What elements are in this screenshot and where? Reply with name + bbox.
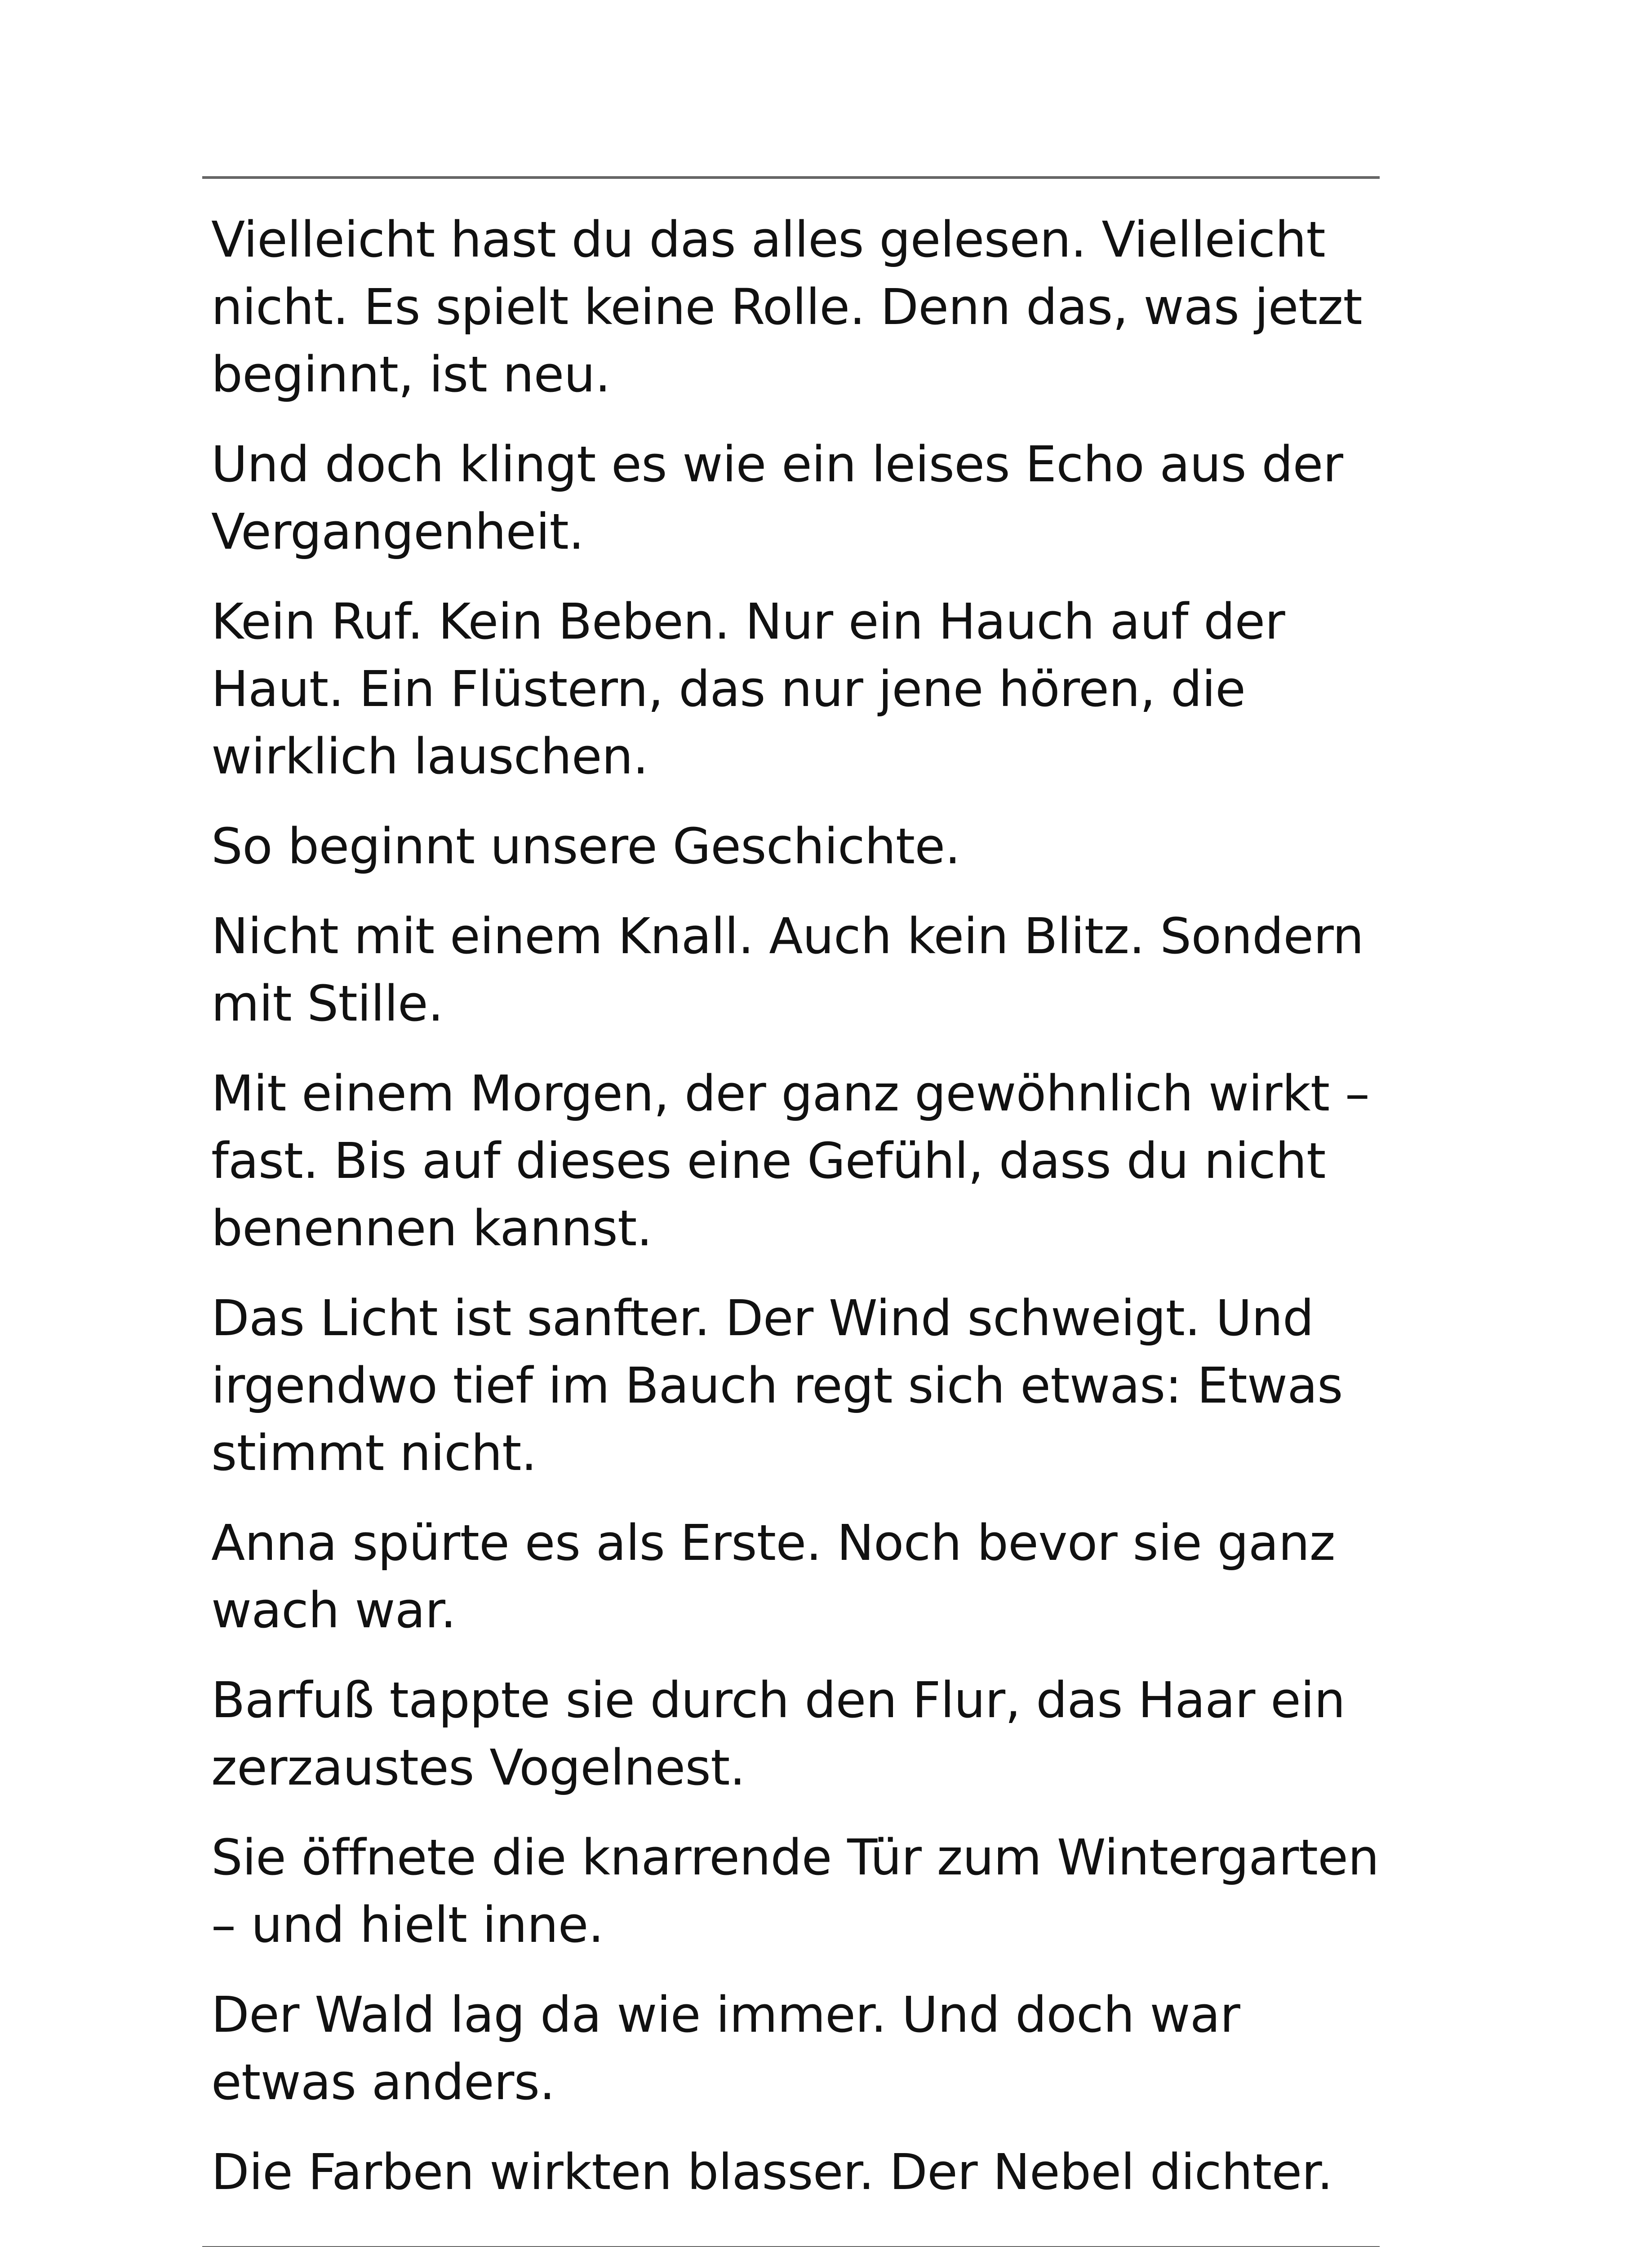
text-line: Die Farben wirkten blasser. Der Nebel dichter. — [211, 2143, 1333, 2201]
text-line: Kein Ruf. Kein Beben. Nur ein Hauch auf der — [211, 593, 1285, 650]
paragraph-4 — [211, 813, 1380, 880]
paragraph-10 — [211, 1824, 1380, 1958]
text-line: – und hielt inne. — [211, 1896, 604, 1954]
text-line: wirklich lauschen. — [211, 728, 648, 785]
paragraph-1 — [211, 206, 1380, 408]
text-line: So beginnt unsere Geschichte. — [211, 817, 960, 875]
text-line: Das Licht ist sanfter. Der Wind schweigt. Und — [211, 1289, 1314, 1347]
paragraph-2 — [211, 431, 1380, 565]
text-line: stimmt nicht. — [211, 1424, 537, 1482]
text-line: Vielleicht hast du das alles gelesen. Vielleicht — [211, 211, 1326, 268]
body-text — [211, 206, 1380, 2228]
top-rule — [202, 176, 1380, 179]
text-line: mit Stille. — [211, 975, 444, 1032]
text-line: Nicht mit einem Knall. Auch kein Blitz. Sondern — [211, 907, 1364, 965]
paragraph-11 — [211, 1981, 1380, 2116]
paragraph-12 — [211, 2138, 1380, 2206]
text-line: nicht. Es spielt keine Rolle. Denn das, was jetzt — [211, 278, 1362, 336]
paragraph-7 — [211, 1284, 1380, 1487]
text-line: etwas anders. — [211, 2053, 555, 2111]
text-line: Anna spürte es als Erste. Noch bevor sie ganz — [211, 1514, 1335, 1572]
text-line: wach war. — [211, 1581, 456, 1639]
text-line: Und doch klingt es wie ein leises Echo aus der — [211, 435, 1343, 493]
text-line: Barfuß tappte sie durch den Flur, das Haar ein — [211, 1671, 1346, 1729]
text-line: beginnt, ist neu. — [211, 346, 611, 403]
text-line: irgendwo tief im Bauch regt sich etwas: Etwas — [211, 1357, 1343, 1414]
text-line: fast. Bis auf dieses eine Gefühl, dass du nicht — [211, 1132, 1326, 1190]
text-line: Haut. Ein Flüstern, das nur jene hören, die — [211, 660, 1246, 718]
paragraph-6 — [211, 1060, 1380, 1262]
paragraph-3 — [211, 588, 1380, 790]
text-line: benennen kannst. — [211, 1199, 653, 1257]
text-line: Mit einem Morgen, der ganz gewöhnlich wirkt – — [211, 1065, 1370, 1122]
text-line: Der Wald lag da wie immer. Und doch war — [211, 1986, 1240, 2043]
paragraph-5 — [211, 902, 1380, 1037]
paragraph-8 — [211, 1509, 1380, 1644]
text-line: zerzaustes Vogelnest. — [211, 1739, 746, 1796]
text-line: Sie öffnete die knarrende Tür zum Wintergarten — [211, 1829, 1379, 1886]
text-line: Vergangenheit. — [211, 503, 584, 560]
paragraph-9 — [211, 1666, 1380, 1801]
